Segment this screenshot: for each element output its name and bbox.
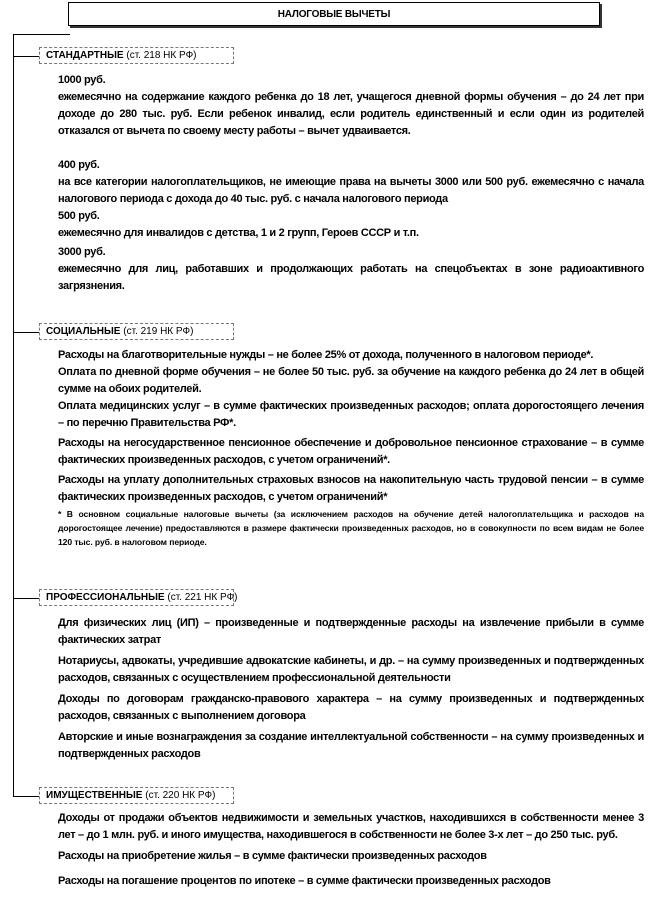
deduction-text: ежемесячно для инвалидов с детства, 1 и 2 групп, Героев СССР и т.п. <box>58 227 419 239</box>
branch-line <box>13 332 39 333</box>
social-deductions <box>58 347 644 549</box>
category-name: ИМУЩЕСТВЕННЫЕ <box>46 790 143 801</box>
branch-line <box>13 56 39 57</box>
tree-top-connector <box>13 34 70 35</box>
list-item: Нотариусы, адвокаты, учредившие адвокатские кабинеты, и др. – на сумму произведенных и подтвержденных расходов, связанных с осуществлением профессиональной деятельности <box>58 655 644 684</box>
deduction-text: ежемесячно на содержание каждого ребенка до 18 лет, учащегося дневной формы обучения – до 24 лет при доходе до 280 тыс. руб. Если ребенок инвалид, если родитель единственный и если один из родителей отказался от вычета по своему месту работы – вычет удваивается. <box>58 91 644 137</box>
branch-line <box>13 796 39 797</box>
list-item: Расходы на уплату дополнительных страховых взносов на накопительную часть трудовой пенсии – в сумме фактических произведенных расходов, с учетом ограничений* <box>58 474 644 503</box>
footnote: * В основном социальные налоговые вычеты (за исключением расходов на обучение детей налогоплательщика и расходов на дорогостоящее лечение) предоставляются в размере фактически произведенных расходов, но в совокупности по всем видам не более 120 тыс. руб. в налоговом периоде. <box>58 509 644 547</box>
list-item: Авторские и иные вознаграждения за создание интеллектуальной собственности – на сумму произведенных и подтвержденных расходов <box>58 731 644 760</box>
list-item: Расходы на негосударственное пенсионное обеспечение и добровольное пенсионное страхование – в сумме фактических произведенных расходов, с учетом ограничений*. <box>58 437 644 466</box>
list-item: Расходы на погашение процентов по ипотеке – в сумме фактически произведенных расходов <box>58 875 551 887</box>
category-professional <box>39 589 238 606</box>
deduction-text: на все категории налогоплательщиков, не имеющие права на вычеты 3000 или 500 руб. ежемесячно с начала налогового периода с дохода до 40 тыс. руб. с начала налогового периода <box>58 176 644 205</box>
list-item: Оплата медицинских услуг – в сумме фактических произведенных расходов; оплата дорогостоящего лечения – по перечню Правительства РФ*. <box>58 400 644 429</box>
standard-deductions <box>58 72 644 295</box>
category-ref: (ст. 218 НК РФ) <box>126 50 197 61</box>
amount: 500 руб. <box>58 210 100 222</box>
tree-trunk-line <box>13 34 14 796</box>
list-item: Доходы по договорам гражданско-правового характера – на сумму произведенных и подтвержденных расходов, связанных с выполнением договора <box>58 693 644 722</box>
amount: 3000 руб. <box>58 246 106 258</box>
list-item: Для физических лиц (ИП) – произведенные и подтвержденные расходы на извлечение прибыли в сумме фактических затрат <box>58 617 644 646</box>
list-item: Расходы на благотворительные нужды – не более 25% от дохода, полученного в налоговом периоде*. <box>58 349 594 361</box>
category-name: СОЦИАЛЬНЫЕ <box>46 326 121 337</box>
category-name: СТАНДАРТНЫЕ <box>46 50 124 61</box>
category-standard <box>39 47 234 64</box>
property-deductions <box>58 810 644 890</box>
page-title: НАЛОГОВЫЕ ВЫЧЕТЫ <box>68 2 600 26</box>
deduction-text: ежемесячно для лиц, работавших и продолжающих работать на спецобъектах в зоне радиоактивного загрязнения. <box>58 263 644 292</box>
category-name: ПРОФЕССИОНАЛЬНЫЕ <box>46 592 165 603</box>
category-ref: (ст. 220 НК РФ) <box>145 790 216 801</box>
amount: 400 руб. <box>58 159 100 171</box>
list-item: Оплата по дневной форме обучения – не более 50 тыс. руб. за обучение на каждого ребенка до 24 лет в общей сумме на обоих родителей. <box>58 366 644 395</box>
category-ref: (ст. 219 НК РФ) <box>123 326 194 337</box>
category-social <box>39 323 234 340</box>
professional-deductions <box>58 615 644 763</box>
branch-line <box>13 598 39 599</box>
category-ref: (ст. 221 НК РФ) <box>167 592 238 603</box>
list-item: Доходы от продажи объектов недвижимости и земельных участков, находившихся в собственности менее 3 лет – до 1 млн. руб. и иного имущества, находившегося в собственности не более 3-х лет – до 250 тыс. руб. <box>58 812 644 841</box>
category-property <box>39 787 234 804</box>
amount: 1000 руб. <box>58 74 106 86</box>
list-item: Расходы на приобретение жилья – в сумме фактически произведенных расходов <box>58 850 487 862</box>
